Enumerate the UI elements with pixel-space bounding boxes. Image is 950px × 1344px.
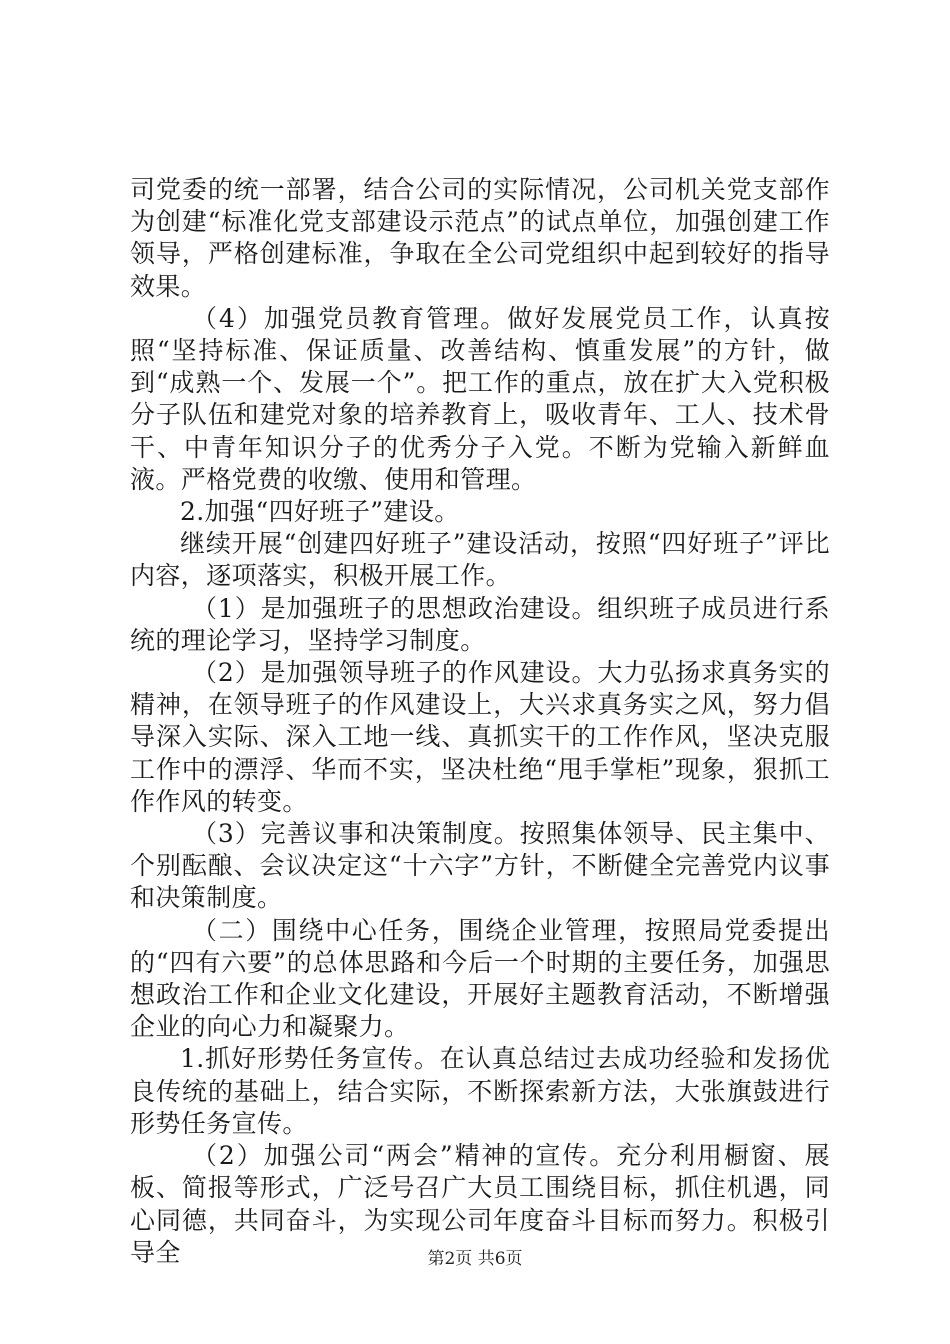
paragraph-continuation: 司党委的统一部署，结合公司的实际情况，公司机关党支部作为创建“标准化党支部建设示范点”的试点单位，加强创建工作领导，严格创建标准，争取在全公司党组织中起到较好的指导效果。: [130, 175, 830, 301]
page-number-footer: 第2页 共6页: [427, 1249, 523, 1269]
paragraph-situation-publicity: 1.抓好形势任务宣传。在认真总结过去成功经验和发扬优良传统的基础上，结合实际，不断探索新方法，大张旗鼓进行形势任务宣传。: [130, 1044, 830, 1138]
paragraph-central-task: （二）围绕中心任务，围绕企业管理，按照局党委提出的“四有六要”的总体思路和今后一个时期的主要任务，加强思想政治工作和企业文化建设，开展好主题教育活动，不断增强企业的向心力和凝聚力。: [130, 915, 830, 1042]
paragraph-two-sessions-publicity: （2）加强公司“两会”精神的宣传。充分利用橱窗、展板、简报等形式，广泛号召广大员工围绕目标，抓住机遇，同心同德，共同奋斗，为实现公司年度奋斗目标而努力。积极引导全: [130, 1141, 830, 1267]
section-heading-four-good-team: 2.加强“四好班子”建设。: [180, 497, 460, 527]
paragraph-ideological-building: （1）是加强班子的思想政治建设。组织班子成员进行系统的理论学习，坚持学习制度。: [130, 593, 830, 655]
paragraph-decision-system: （3）完善议事和决策制度。按照集体领导、民主集中、个别酝酿、会议决定这“十六字”方针，不断健全完善党内议事和决策制度。: [130, 819, 830, 913]
paragraph-four-good-activity: 继续开展“创建四好班子”建设活动，按照“四好班子”评比内容，逐项落实，积极开展工作。: [130, 529, 830, 591]
paragraph-party-member-education: （4）加强党员教育管理。做好发展党员工作，认真按照“坚持标准、保证质量、改善结构、慎重发展”的方针，做到“成熟一个、发展一个”。把工作的重点，放在扩大入党积极分子队伍和建党对象的培养教育上，吸收青年、工人、技术骨干、中青年知识分子的优秀分子入党。不断为党输入新鲜血液。严格党费的收缴、使用和管理。: [130, 303, 830, 494]
paragraph-work-style-building: （2）是加强领导班子的作风建设。大力弘扬求真务实的精神，在领导班子的作风建设上，大兴求真务实之风，努力倡导深入实际、深入工地一线、真抓实干的工作作风，坚决克服工作中的漂浮、华而不实，坚决杜绝“甩手掌柜”现象，狠抓工作作风的转变。: [130, 658, 830, 816]
document-body: [130, 174, 830, 1269]
